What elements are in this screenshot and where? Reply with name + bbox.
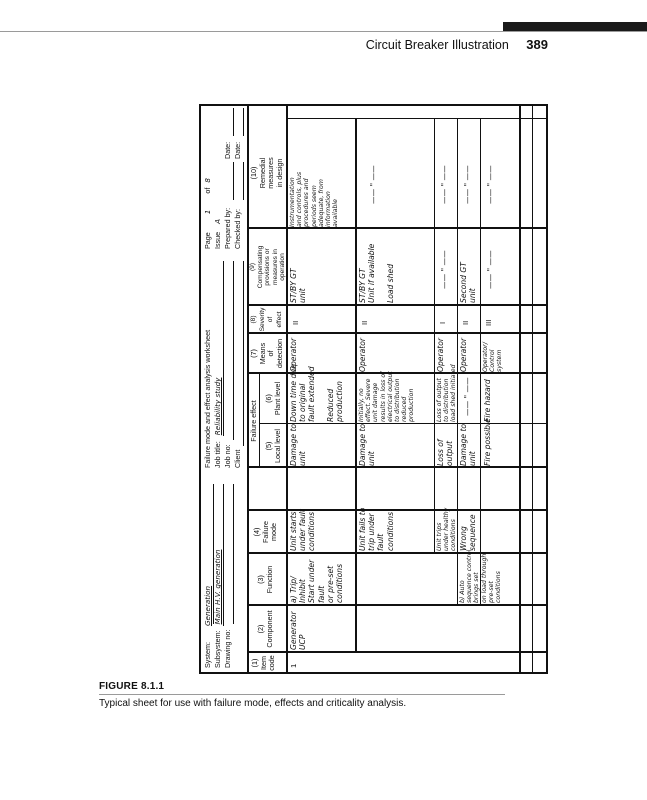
col-divider-10 bbox=[247, 227, 548, 229]
issue-value: A bbox=[213, 218, 222, 224]
remedial-5: —— " —— bbox=[486, 165, 495, 204]
severity-5: III bbox=[484, 319, 493, 326]
prepared-by-field: Prepared by: bbox=[223, 207, 232, 249]
client-field: Client bbox=[233, 449, 242, 468]
system-label: System: bbox=[203, 642, 212, 668]
subsystem-label: Subsystem: bbox=[213, 630, 222, 668]
remedial-2: —— " —— bbox=[369, 165, 378, 204]
severity-4: II bbox=[461, 320, 470, 325]
detection-5: Operator/ Control system bbox=[482, 342, 504, 372]
page-label: Page bbox=[203, 232, 212, 249]
severity-2: II bbox=[360, 320, 369, 325]
col-function: (3) Function bbox=[256, 565, 274, 594]
col-failure-effect: Failure effect bbox=[249, 400, 258, 442]
worksheet-title: Failure mode and effect analysis worksheet bbox=[203, 329, 212, 468]
failure-effect-rule bbox=[259, 374, 260, 468]
local-effect-3: Loss of output bbox=[436, 439, 455, 466]
system-field bbox=[203, 586, 213, 668]
severity-3: I bbox=[438, 321, 447, 324]
fmea-worksheet bbox=[199, 104, 548, 674]
col-divider-2 bbox=[247, 604, 548, 606]
subsystem-value: Main H.V. generation bbox=[213, 549, 222, 625]
column-header-rule bbox=[286, 104, 288, 674]
table-top-rule bbox=[247, 104, 249, 674]
col-compensating-provisions: (9) Compensating provisions or measures in operation bbox=[249, 245, 287, 289]
plant-effect-2: Initially, no effect. Severe unit damage results in loss of electrical output to distribution reduced production bbox=[358, 371, 416, 422]
remedial-1: Instrumentation and controls, plus procedures and periods seem adequate, from information available bbox=[289, 171, 340, 227]
plant-effect-5: Fire hazard bbox=[483, 379, 492, 422]
subsystem-field bbox=[213, 550, 223, 668]
item-code: 1 bbox=[289, 663, 298, 668]
component-cell: Generator UCP bbox=[289, 611, 308, 650]
col-divider-1 bbox=[247, 651, 548, 653]
function-b-cell: b) Auto sequence control brings set on load through pre-set conditions bbox=[459, 549, 503, 603]
job-no-underline bbox=[233, 261, 234, 440]
local-effect-4: Damage to unit bbox=[459, 423, 478, 466]
remedial-4: —— " —— bbox=[463, 165, 472, 204]
issue-label: Issue bbox=[213, 231, 222, 249]
plant-effect-4: —— " —— bbox=[463, 377, 472, 416]
page-of: of bbox=[203, 187, 212, 194]
col-divider-9 bbox=[247, 304, 548, 306]
drawing-label: Drawing no: bbox=[223, 629, 232, 668]
detection-4: Operator bbox=[459, 338, 468, 372]
figure-rule bbox=[99, 694, 505, 695]
detection-2: Operator bbox=[358, 338, 367, 372]
row-rule-6 bbox=[532, 104, 533, 674]
col-divider-11 bbox=[286, 118, 548, 119]
local-effect-1: Damage to unit bbox=[289, 423, 308, 466]
job-no-field: Job no: bbox=[223, 444, 232, 468]
page-number: 389 bbox=[526, 37, 548, 52]
plant-effect-1: Down time due to original fault extended Reduced production bbox=[289, 364, 345, 422]
failure-mode-1: Unit starts under fault conditions bbox=[289, 509, 317, 551]
date-underline-1 bbox=[233, 108, 234, 136]
detection-3: Operator bbox=[436, 338, 445, 372]
date-underline-2 bbox=[243, 108, 244, 136]
header-bar bbox=[503, 22, 647, 31]
compensating-4: Second GT unit bbox=[459, 262, 478, 303]
running-head-title: Circuit Breaker Illustration bbox=[365, 38, 509, 52]
page-value: 1 bbox=[203, 209, 212, 215]
col-divider-8 bbox=[247, 332, 548, 334]
col-component: (2) Component bbox=[256, 610, 274, 648]
page-field bbox=[203, 178, 213, 249]
issue-field bbox=[213, 219, 223, 249]
job-title-underline bbox=[223, 261, 224, 436]
prepared-underline bbox=[233, 162, 234, 200]
subsystem-underline bbox=[223, 484, 224, 626]
figure-label: FIGURE 8.1.1 bbox=[99, 681, 165, 692]
figure-caption: Typical sheet for use with failure mode, effects and criticality analysis. bbox=[99, 698, 407, 709]
failure-mode-3: Unit trips under healthy conditions bbox=[436, 507, 458, 551]
col-failure-mode: (4) Failure mode bbox=[252, 521, 279, 543]
col-divider-3 bbox=[247, 552, 548, 554]
remedial-3: —— " —— bbox=[440, 165, 449, 204]
local-effect-5: Fire possible bbox=[483, 418, 492, 466]
compensating-2: ST/BY GT Unit if available Load shed bbox=[358, 243, 395, 303]
checked-underline bbox=[243, 162, 244, 200]
col-plant-level: (6) Plant level bbox=[264, 381, 282, 416]
col-item-code: (1) Item code bbox=[250, 655, 277, 671]
row-rule-2 bbox=[434, 119, 435, 554]
date-field-1: Date: bbox=[223, 141, 232, 159]
system-underline bbox=[213, 484, 214, 624]
job-title-value: Reliability study bbox=[213, 377, 222, 436]
col-means-of-detection: (7) Means of detection bbox=[249, 338, 284, 369]
compensating-1: ST/BY GT unit bbox=[289, 268, 308, 303]
row-rule-4 bbox=[480, 119, 481, 606]
page-total: 8 bbox=[203, 178, 212, 183]
date-field-2: Date: bbox=[233, 141, 242, 159]
severity-1: II bbox=[291, 320, 300, 325]
compensating-3: —— " —— bbox=[440, 250, 449, 289]
job-title-label: Job title: bbox=[213, 441, 222, 468]
compensating-5: —— " —— bbox=[486, 250, 495, 289]
system-value: Generation bbox=[203, 585, 212, 627]
job-title-field bbox=[213, 378, 223, 468]
row-rule-1 bbox=[355, 119, 357, 653]
drawing-field bbox=[223, 630, 233, 668]
failure-mode-4: Wrong sequence bbox=[459, 514, 478, 551]
checked-by-field: Checked by: bbox=[233, 209, 242, 249]
col-severity: (8) Severity of effect bbox=[250, 307, 283, 332]
drawing-underline bbox=[233, 484, 234, 624]
col-remedial-measures: (10) Remedial measures in design bbox=[249, 157, 284, 189]
running-head bbox=[250, 37, 548, 52]
local-effect-2: Damage to unit bbox=[358, 423, 377, 466]
detection-1: Operator bbox=[289, 338, 298, 372]
header-rule bbox=[0, 31, 647, 32]
row-rule-5 bbox=[519, 104, 521, 674]
client-underline bbox=[243, 261, 244, 446]
plant-effect-3: Loss of output to distribution load shed initiated bbox=[436, 364, 458, 422]
failure-mode-2: Unit fails to trip under fault conditions bbox=[358, 507, 395, 551]
col-local-level: (5) Local level bbox=[264, 429, 282, 463]
function-a-cell: a) Trip/ Inhibit Start under fault or pre-set conditions bbox=[289, 559, 345, 603]
col-divider-5 bbox=[247, 466, 548, 468]
